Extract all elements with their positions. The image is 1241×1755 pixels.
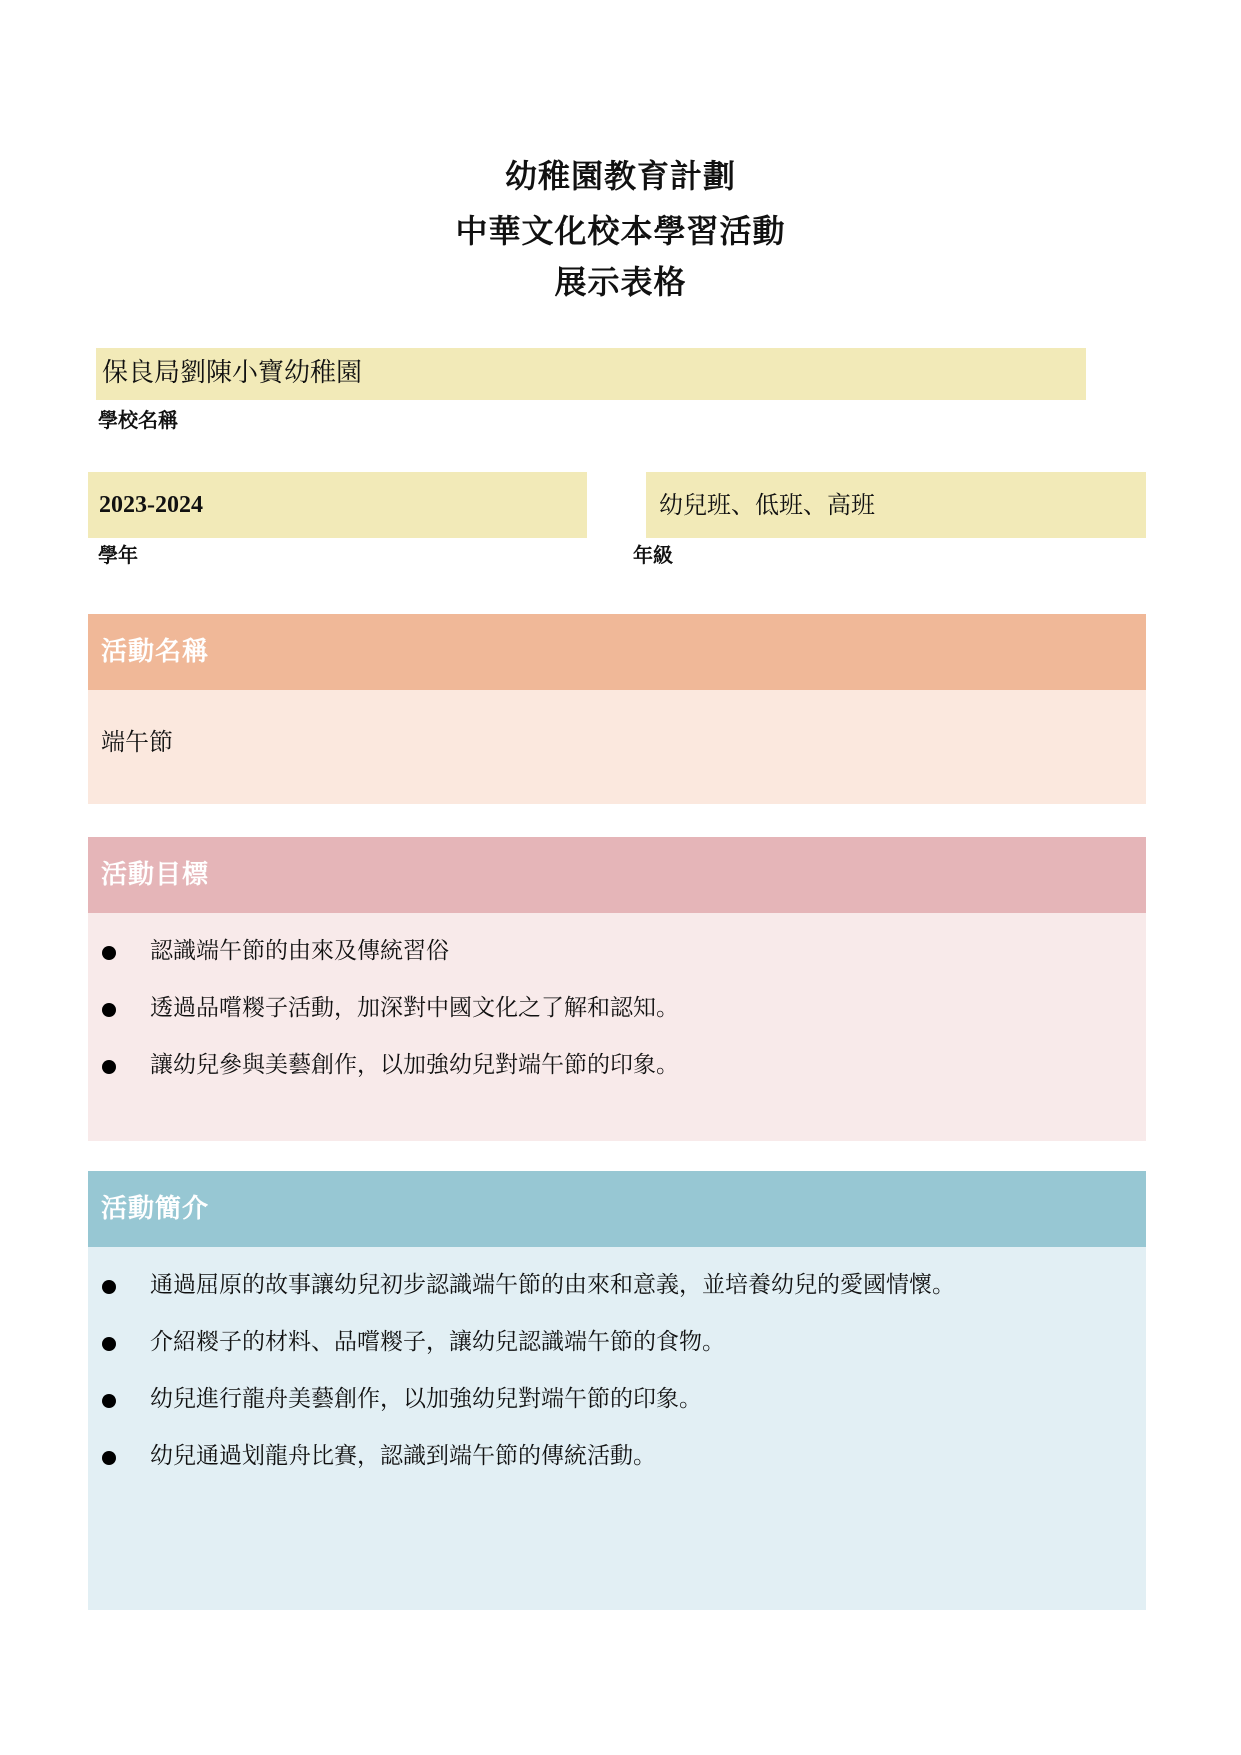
list-item-text: 幼兒通過划龍舟比賽，認識到端午節的傳統活動。 — [150, 1443, 656, 1469]
academic-year-value: 2023-2024 — [99, 492, 203, 518]
activity-name-value: 端午節 — [101, 728, 173, 756]
activity-intro-section — [88, 1171, 1146, 1610]
school-name-value: 保良局劉陳小寶幼稚園 — [102, 358, 363, 388]
bullet-icon — [102, 1394, 116, 1408]
document-title: 幼稚園教育計劃 — [504, 157, 736, 195]
activity-intro-header — [88, 1171, 1146, 1247]
list-item-text: 幼兒進行龍舟美藝創作，以加強幼兒對端午節的印象。 — [150, 1386, 702, 1412]
activity-name-heading: 活動名稱 — [101, 637, 210, 667]
list-item-text: 認識端午節的由來及傳統習俗 — [150, 938, 449, 964]
document-subtitle: 中華文化校本學習活動 — [455, 212, 786, 250]
activity-goals-body — [88, 913, 1146, 1141]
activity-intro-heading: 活動簡介 — [101, 1194, 210, 1224]
document-form-title: 展示表格 — [554, 263, 687, 301]
school-name-label: 學校名稱 — [98, 408, 178, 432]
activity-goals-heading: 活動目標 — [101, 860, 210, 890]
grade-value: 幼兒班、低班、高班 — [659, 491, 875, 519]
list-item-text: 讓幼兒參與美藝創作，以加強幼兒對端午節的印象。 — [150, 1052, 679, 1078]
bullet-icon — [102, 1337, 116, 1351]
activity-intro-body — [88, 1247, 1146, 1610]
activity-name-section — [88, 614, 1146, 804]
bullet-icon — [102, 946, 116, 960]
activity-name-body — [88, 690, 1146, 804]
activity-goals-section — [88, 837, 1146, 1141]
bullet-icon — [102, 1280, 116, 1294]
academic-year-field — [88, 472, 587, 538]
school-name-field — [96, 348, 1086, 400]
bullet-icon — [102, 1003, 116, 1017]
list-item-text: 通過屈原的故事讓幼兒初步認識端午節的由來和意義，並培養幼兒的愛國情懷。 — [150, 1272, 955, 1298]
bullet-icon — [102, 1451, 116, 1465]
activity-name-header — [88, 614, 1146, 690]
grade-field — [646, 472, 1146, 538]
academic-year-label: 學年 — [98, 543, 138, 567]
list-item-text: 透過品嚐糉子活動，加深對中國文化之了解和認知。 — [150, 995, 679, 1021]
list-item-text: 介紹糉子的材料、品嚐糉子，讓幼兒認識端午節的食物。 — [150, 1329, 725, 1355]
grade-label: 年級 — [633, 543, 673, 567]
bullet-icon — [102, 1060, 116, 1074]
activity-goals-header — [88, 837, 1146, 913]
